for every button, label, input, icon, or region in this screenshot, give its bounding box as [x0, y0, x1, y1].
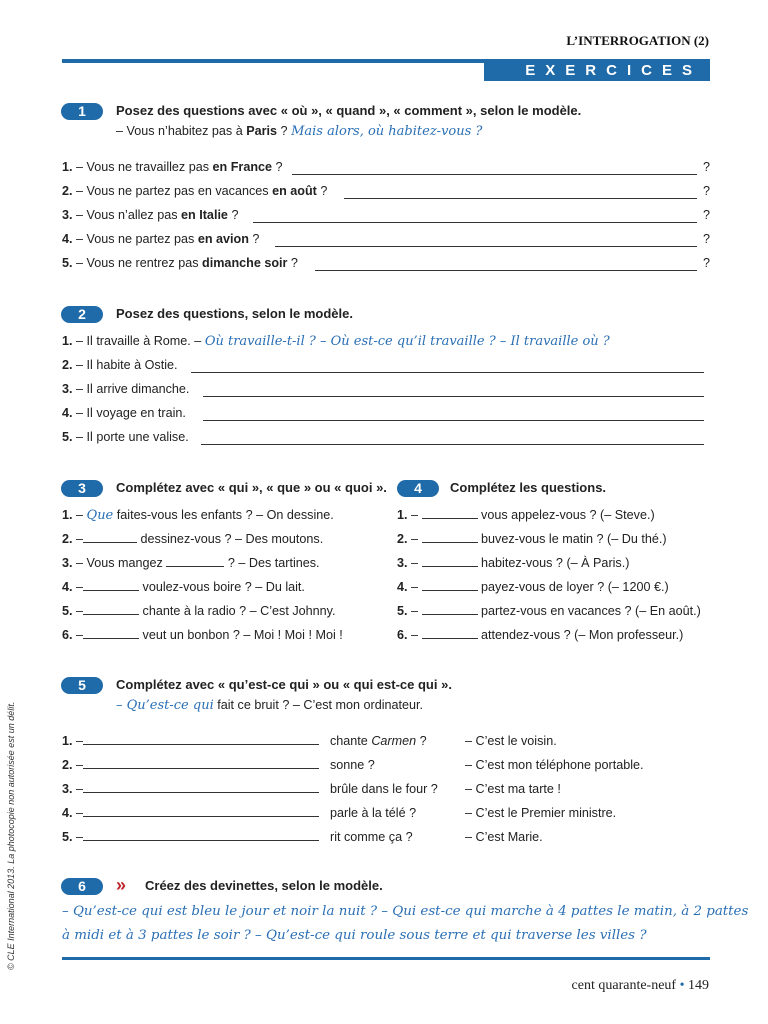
model-bold: Paris [246, 124, 278, 138]
ex1-item [62, 256, 298, 270]
item-number: 2. [62, 358, 73, 372]
item-number: 5. [62, 430, 73, 444]
item-number: 2. [62, 532, 73, 546]
blank-field[interactable] [422, 566, 478, 567]
blank-field[interactable] [422, 518, 478, 519]
answer-line[interactable] [203, 396, 704, 397]
ex2-item [62, 430, 189, 444]
exercise-2-badge: 2 [61, 306, 103, 323]
item-text: vous appelez-vous ? (– Steve.) [481, 508, 655, 522]
item-text: buvez-vous le matin ? (– Du thé.) [481, 532, 667, 546]
item-text: veut un bonbon ? – Moi ! Moi ! Moi ! [139, 628, 343, 642]
ex5-reply: – C’est le Premier ministre. [465, 806, 617, 820]
item-end: ? [272, 160, 283, 174]
ex2-item [62, 382, 189, 396]
exercise-5-badge: 5 [61, 677, 103, 694]
ex3-item [62, 556, 320, 570]
item-number: 4. [62, 406, 73, 420]
item-number: 5. [397, 604, 408, 618]
ex5-reply: – C’est Marie. [465, 830, 543, 844]
item-number: 2. [62, 758, 73, 772]
item-number: 6. [62, 628, 73, 642]
footer-rule [62, 957, 710, 960]
answer-line[interactable] [201, 444, 704, 445]
item-number: 3. [397, 556, 408, 570]
model-suffix: ? [277, 124, 292, 138]
item-end: ? [316, 184, 328, 198]
verb-italic: Carmen [371, 734, 417, 748]
item-text: – Vous ne partez pas [72, 232, 198, 246]
ex5-reply: – C’est mon téléphone portable. [465, 758, 644, 772]
item-text: – Vous ne travaillez pas [72, 160, 213, 174]
answer-line[interactable] [292, 174, 697, 175]
item-text: – Il habite à Ostie. [72, 358, 178, 372]
ex5-verb: parle à la télé ? [330, 806, 417, 820]
item-number: 4. [62, 806, 73, 820]
banner-label: EXERCICES [525, 62, 702, 79]
item-text: – [72, 604, 84, 618]
exercise-1-model [116, 124, 482, 139]
item-number: 5. [62, 830, 73, 844]
exercise-3-instruction: Complétez avec « qui », « que » ou « quoi ». [116, 480, 387, 495]
item-text: habitez-vous ? (– À Paris.) [481, 556, 630, 570]
exercise-4-instruction: Complétez les questions. [450, 480, 607, 495]
ex5-verb [330, 734, 427, 748]
answer-line[interactable] [191, 372, 704, 373]
blank-field[interactable] [422, 590, 478, 591]
model-text: – Vous n’habitez pas à [116, 124, 247, 138]
exercise-2-instruction: Posez des questions, selon le modèle. [116, 306, 353, 321]
ex5-verb: sonne ? [330, 758, 375, 772]
item-number: 1. [62, 334, 73, 348]
item-end: ? [287, 256, 298, 270]
answer-line[interactable] [253, 222, 697, 223]
item-text: – [72, 580, 84, 594]
answer-line[interactable] [344, 198, 697, 199]
ex4-item: 4. – payez-vous de loyer ? (– 1200 €.) [397, 580, 669, 594]
page-number: 149 [688, 978, 709, 993]
item-text: payez-vous de loyer ? (– 1200 €.) [481, 580, 669, 594]
item-text: voulez-vous boire ? – Du lait. [139, 580, 305, 594]
verb-text: chante [330, 734, 372, 748]
exercise-1-instruction: Posez des questions avec « où », « quand », « comment », selon le modèle. [116, 103, 582, 118]
item-text: partez-vous en vacances ? (– En août.) [481, 604, 701, 618]
exercise-6-answer-line-2: à midi et à 3 pattes le soir ? – Qu’est-ce qui roule sous terre et qui traverse les villes ? [62, 928, 647, 943]
item-text: – Vous mangez [72, 556, 167, 570]
exercise-3-badge: 3 [61, 480, 103, 497]
exercise-6-instruction: Créez des devinettes, selon le modèle. [145, 878, 383, 893]
blank-field[interactable] [83, 614, 139, 615]
item-number: 4. [62, 580, 73, 594]
item-end: ? [227, 208, 239, 222]
item-text: – Il arrive dimanche. [72, 382, 190, 396]
item-text: faites-vous les enfants ? – On dessine. [113, 508, 334, 522]
question-mark: ? [703, 208, 711, 222]
item-number: 3. [62, 382, 73, 396]
item-bold: en avion [197, 232, 249, 246]
blank-field[interactable] [422, 542, 478, 543]
item-text: – [72, 532, 84, 546]
blank-field[interactable] [83, 792, 319, 793]
exercise-5-instruction: Complétez avec « qu’est-ce qui » ou « qui est-ce qui ». [116, 677, 452, 692]
ex3-item [62, 580, 305, 594]
exercise-6-badge: 6 [61, 878, 103, 895]
ex5-reply: – C’est ma tarte ! [465, 782, 561, 796]
ex2-item [62, 334, 610, 349]
item-number: 5. [62, 256, 73, 270]
model-answer: Mais alors, où habitez-vous ? [291, 124, 483, 139]
answer-line[interactable] [275, 246, 697, 247]
answer-line[interactable] [315, 270, 697, 271]
item-number: 1. [397, 508, 408, 522]
blank-field[interactable] [83, 816, 319, 817]
ex1-item [62, 232, 259, 246]
exercise-6-answer-line-1: – Qu’est-ce qui est bleu le jour et noir la nuit ? – Qui est-ce qui marche à 4 pattes le matin, à 2 pattes [62, 904, 749, 919]
item-number: 3. [62, 556, 73, 570]
exercise-1-badge: 1 [61, 103, 103, 120]
item-text: – Vous n’allez pas [72, 208, 182, 222]
item-text: ? – Des tartines. [224, 556, 320, 570]
blank-field[interactable] [83, 542, 137, 543]
item-number: 6. [397, 628, 408, 642]
item-text: – Il travaille à Rome. – [72, 334, 205, 348]
item-text: dessinez-vous ? – Des moutons. [137, 532, 324, 546]
question-mark: ? [703, 184, 711, 198]
blank-field[interactable] [83, 768, 319, 769]
ex5-item: 1. – [62, 734, 319, 748]
ex4-item: 5. – partez-vous en vacances ? (– En août.) [397, 604, 701, 618]
ex3-item [62, 604, 336, 618]
blank-field[interactable] [166, 566, 224, 567]
item-text: – Vous ne rentrez pas [72, 256, 203, 270]
blank-field[interactable] [422, 614, 478, 615]
item-number: 4. [397, 580, 408, 594]
verb-end: ? [416, 734, 427, 748]
item-number: 2. [397, 532, 408, 546]
ex2-item [62, 406, 186, 420]
ex5-item: 3. – [62, 782, 319, 796]
ex3-item [62, 628, 343, 642]
item-number: 4. [62, 232, 73, 246]
ex4-item: 2. – buvez-vous le matin ? (– Du thé.) [397, 532, 667, 546]
ex3-item [62, 532, 323, 546]
ex1-item [62, 160, 283, 174]
item-text: – [72, 508, 87, 522]
question-mark: ? [703, 256, 711, 270]
ex5-item: 5. – [62, 830, 319, 844]
chapter-title: L’INTERROGATION (2) [566, 33, 709, 48]
blank-field[interactable] [422, 638, 478, 639]
ex5-item: 4. – [62, 806, 319, 820]
exercices-banner [484, 61, 710, 81]
blank-field[interactable] [83, 840, 319, 841]
answer-line[interactable] [203, 420, 704, 421]
item-bold: en France [212, 160, 273, 174]
ex4-item: 3. – habitez-vous ? (– À Paris.) [397, 556, 630, 570]
model-answer: – Qu’est-ce qui [116, 698, 214, 713]
exercise-5-model [116, 698, 423, 713]
double-chevron-icon: » [116, 875, 127, 895]
question-mark: ? [703, 232, 711, 246]
item-number: 1. [62, 734, 73, 748]
model-answer: Que [86, 508, 114, 523]
ex2-item [62, 358, 178, 372]
item-number: 5. [62, 604, 73, 618]
bullet-icon: • [679, 978, 685, 993]
item-number: 3. [62, 208, 73, 222]
item-text: chante à la radio ? – C’est Johnny. [139, 604, 336, 618]
item-number: 1. [62, 508, 73, 522]
item-text: – Il porte une valise. [72, 430, 189, 444]
item-text: attendez-vous ? (– Mon professeur.) [481, 628, 684, 642]
page-footer [572, 978, 709, 994]
item-text: – Il voyage en train. [72, 406, 186, 420]
item-bold: en Italie [181, 208, 228, 222]
page-words: cent quarante-neuf [571, 978, 677, 993]
blank-field[interactable] [83, 744, 319, 745]
ex4-item: 1. – vous appelez-vous ? (– Steve.) [397, 508, 655, 522]
ex5-item: 2. – [62, 758, 319, 772]
model-answer: Où travaille-t-il ? – Où est-ce qu’il travaille ? – Il travaille où ? [204, 334, 610, 349]
ex1-item [62, 208, 238, 222]
blank-field[interactable] [83, 638, 139, 639]
model-text: fait ce bruit ? – C’est mon ordinateur. [213, 698, 424, 712]
ex3-item [62, 508, 334, 523]
blank-field[interactable] [83, 590, 139, 591]
ex5-reply: – C’est le voisin. [465, 734, 557, 748]
item-end: ? [248, 232, 260, 246]
ex4-item: 6. – attendez-vous ? (– Mon professeur.) [397, 628, 684, 642]
item-number: 2. [62, 184, 73, 198]
item-text: – [72, 628, 84, 642]
copyright-notice: © CLE International 2013. La photocopie non autorisée est un délit. [6, 701, 16, 970]
item-bold: dimanche soir [202, 256, 288, 270]
item-bold: en août [272, 184, 317, 198]
item-number: 3. [62, 782, 73, 796]
ex1-item [62, 184, 327, 198]
item-number: 1. [62, 160, 73, 174]
item-text: – Vous ne partez pas en vacances [72, 184, 273, 198]
question-mark: ? [703, 160, 711, 174]
exercise-4-badge: 4 [397, 480, 439, 497]
ex5-verb: brûle dans le four ? [330, 782, 438, 796]
ex5-verb: rit comme ça ? [330, 830, 413, 844]
